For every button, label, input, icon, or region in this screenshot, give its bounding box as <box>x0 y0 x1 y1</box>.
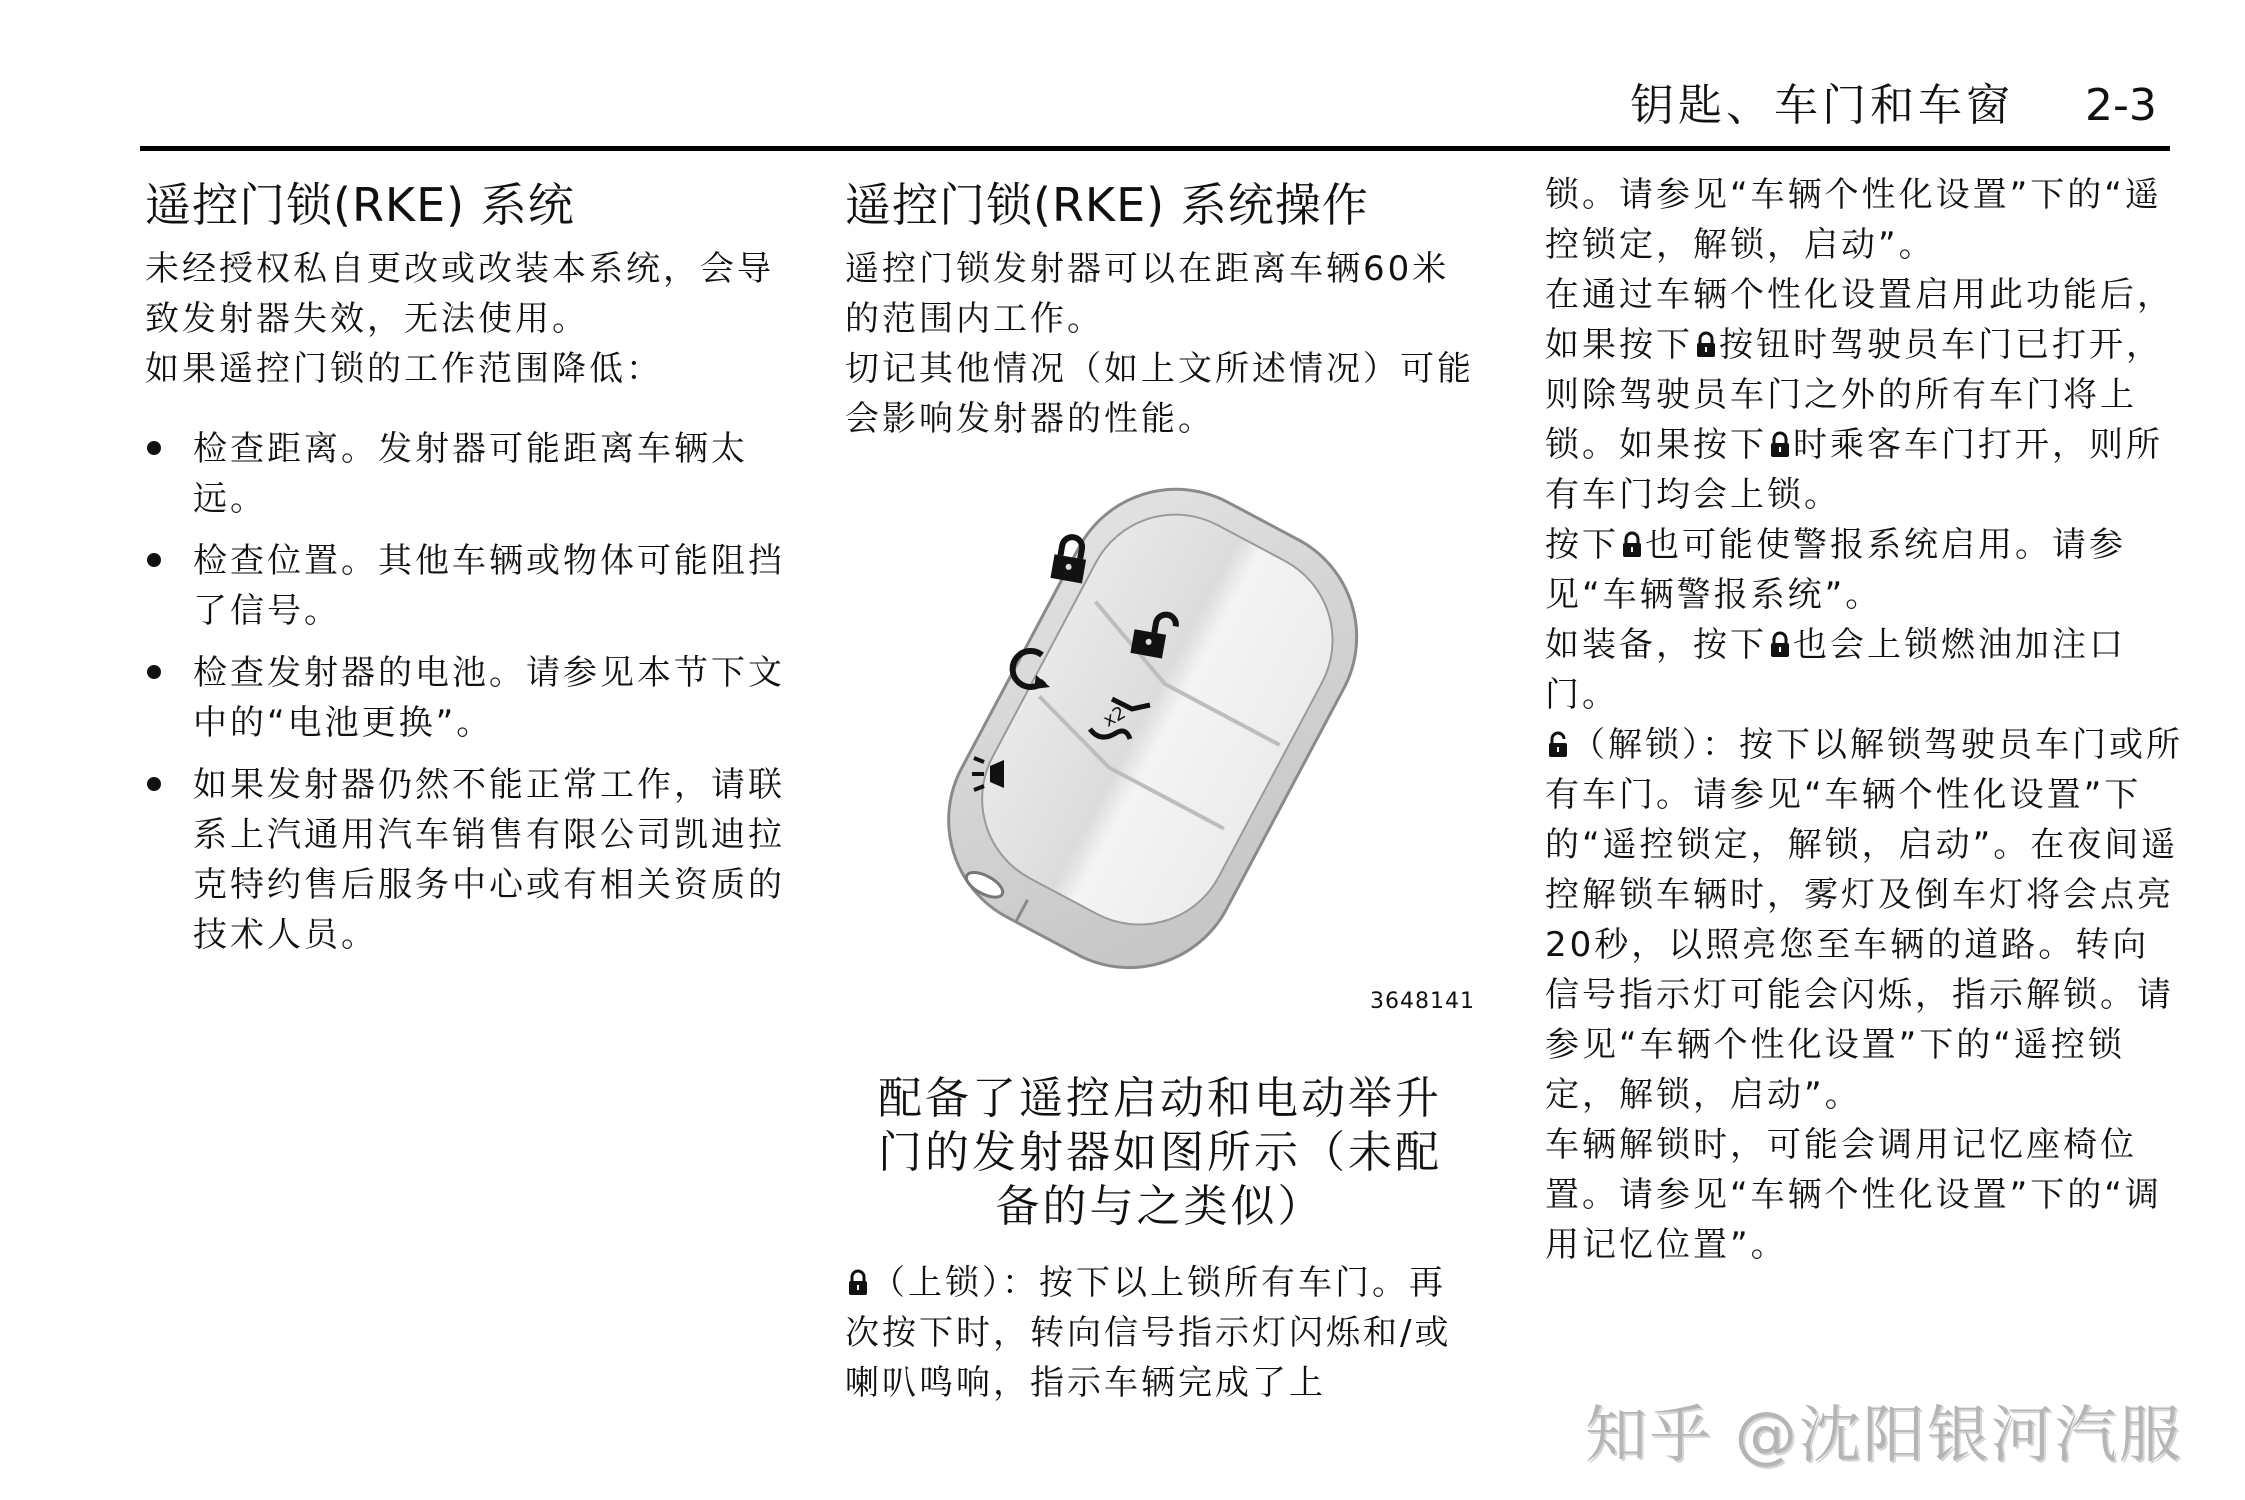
column-lock-details <box>1545 170 2185 1270</box>
lock-icon <box>1621 531 1643 559</box>
paragraph-lock: （上锁）：按下以上锁所有车门。再次按下时，转向信号指示灯闪烁和/或喇叭鸣响，指示车辆完成了上 <box>845 1263 1452 1403</box>
checklist <box>145 424 785 960</box>
header-divider <box>140 146 2170 151</box>
heading-rke-system: 遥控门锁(RKE) 系统 <box>145 178 575 232</box>
paragraph-range-reduced: 如果遥控门锁的工作范围降低： <box>145 349 663 389</box>
column-rke-operation <box>845 170 1475 1408</box>
watermark: 知乎 @沈阳银河汽服 <box>1585 1398 2183 1471</box>
key-fob-illustration <box>845 474 1475 994</box>
figure-caption: 配备了遥控启动和电动举升门的发射器如图所示（未配备的与之类似） <box>878 1073 1442 1232</box>
paragraph-warning: 未经授权私自更改或改装本系统，会导致发射器失效，无法使用。 <box>145 249 774 339</box>
paragraph-see-settings: 锁。请参见“车辆个性化设置”下的“遥控锁定，解锁，启动”。 <box>1545 175 2162 265</box>
paragraph-memory-seat: 车辆解锁时，可能会调用记忆座椅位置。请参见“车辆个性化设置”下的“调用记忆位置”。 <box>1545 1125 2162 1265</box>
heading-rke-operation: 遥控门锁(RKE) 系统操作 <box>845 178 1369 232</box>
paragraph-unlock: （解锁）：按下以解锁驾驶员车门或所有车门。请参见“车辆个性化设置”下的“遥控锁定，解锁，启动”。在夜间遥控解锁车辆时，雾灯及倒车灯将会点亮20秒，以照亮您至车辆的道路。转向信号指示灯可能会闪烁，指示解锁。请参见“车辆个性化设置”下的“遥控锁定，解锁，启动”。 <box>1545 725 2183 1115</box>
figure-number: 3648141 <box>1370 989 1475 1014</box>
page-number: 2-3 <box>2085 80 2157 131</box>
lock-icon <box>1695 331 1717 359</box>
list-item: 如果发射器仍然不能正常工作，请联系上汽通用汽车销售有限公司凯迪拉克特约售后服务中心或有相关资质的技术人员。 <box>145 760 785 960</box>
section-title: 钥匙、车门和车窗 <box>1630 80 2014 131</box>
list-item: 检查发射器的电池。请参见本节下文中的“电池更换”。 <box>145 648 785 748</box>
lock-icon <box>847 1269 869 1297</box>
paragraph-alarm: 按下 也可能使警报系统启用。请参见“车辆警报系统”。 <box>1545 525 2126 615</box>
bullet-icon <box>147 553 161 567</box>
list-item: 检查距离。发射器可能距离车辆太远。 <box>145 424 785 524</box>
paragraph-driver-door: 在通过车辆个性化设置启用此功能后，如果按下 按钮时驾驶员车门已打开，则除驾驶员车门之外的所有车门将上锁。如果按下 时乘客车门打开，则所有车门均会上锁。 <box>1545 275 2174 515</box>
svg-text:x2: x2 <box>1099 702 1130 732</box>
bullet-icon <box>147 777 161 791</box>
key-fob-figure <box>845 474 1475 1014</box>
lock-icon <box>1769 431 1791 459</box>
column-rke-system <box>145 170 785 972</box>
paragraph-interference: 切记其他情况（如上文所述情况）可能会影响发射器的性能。 <box>845 349 1474 439</box>
bullet-icon <box>147 665 161 679</box>
bullet-icon <box>147 441 161 455</box>
lock-icon <box>1769 631 1791 659</box>
unlock-icon <box>1547 731 1569 759</box>
list-item: 检查位置。其他车辆或物体可能阻挡了信号。 <box>145 536 785 636</box>
paragraph-range: 遥控门锁发射器可以在距离车辆60米的范围内工作。 <box>845 249 1450 339</box>
paragraph-fuel-door: 如装备，按下 也会上锁燃油加注口门。 <box>1545 625 2126 715</box>
